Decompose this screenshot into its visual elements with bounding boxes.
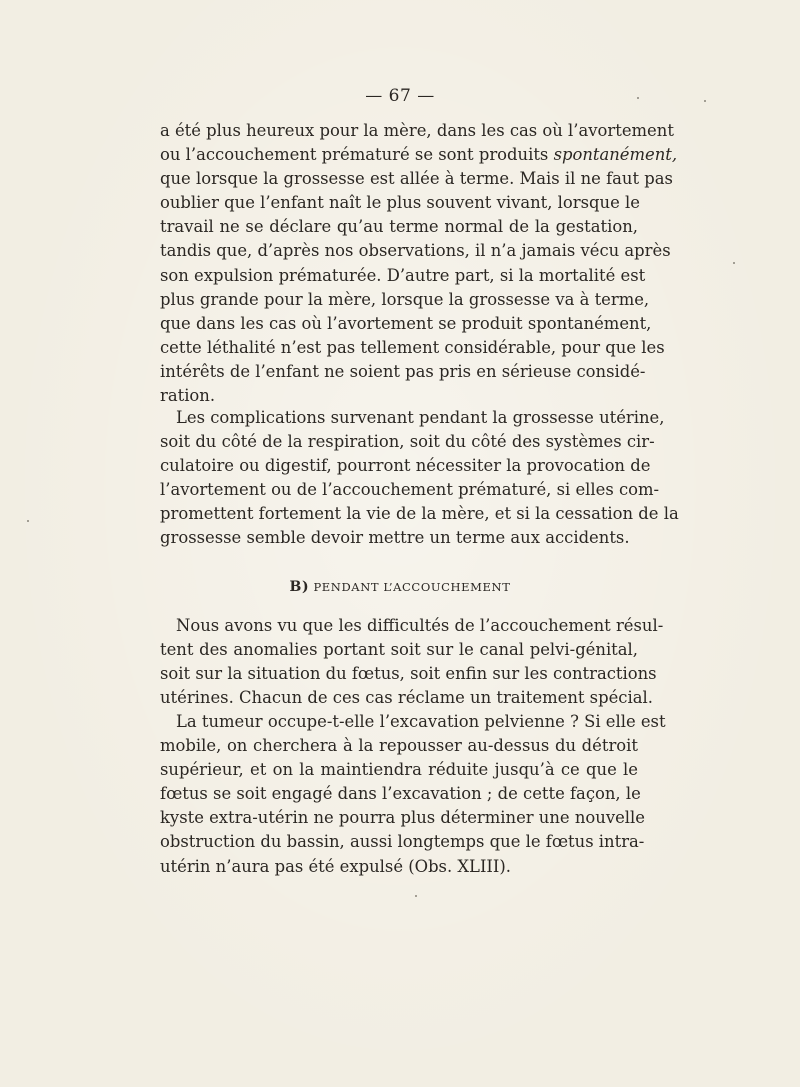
paper-speck [637, 97, 639, 99]
text-line: utérin n’aura pas été expulsé (Obs. XLIII). [160, 856, 511, 876]
text-line: grossesse semble devoir mettre un terme aux accidents. [160, 528, 630, 548]
paragraph-3 [160, 614, 664, 710]
text-line: oublier que l’enfant naît le plus souvent vivant, lorsque le [160, 193, 640, 213]
text-line: Nous avons vu que les difficultés de l’accouchement résul- [176, 616, 664, 635]
text-line: intérêts de l’enfant ne soient pas pris en sérieuse considé- [160, 361, 646, 381]
text-line: culatoire ou digestif, pourront nécessiter la provocation de [160, 456, 651, 476]
text-line: obstruction du bassin, aussi longtemps que le fœtus intra- [160, 832, 645, 852]
text-line: travail ne se déclare qu’au terme normal de la gestation, [160, 217, 638, 237]
text-line: mobile, on cherchera à la repousser au-dessus du détroit [160, 736, 638, 756]
text-line: soit sur la situation du fœtus, soit enfin sur les contractions [160, 664, 657, 684]
text-line: kyste extra-utérin ne pourra plus déterminer une nouvelle [160, 808, 645, 828]
paper-speck [27, 520, 29, 522]
text-line: supérieur, et on la maintiendra réduite jusqu’à ce que le [160, 760, 638, 780]
text-line: cette léthalité n’est pas tellement considérable, pour que les [160, 337, 665, 357]
section-letter: B) [289, 579, 310, 595]
text-line: utérines. Chacun de ces cas réclame un traitement spécial. [160, 688, 653, 708]
text-line: que dans les cas où l’avortement se produit spontanément, [160, 313, 652, 333]
paper-speck [733, 262, 735, 264]
text-line: plus grande pour la mère, lorsque la grossesse va à terme, [160, 289, 650, 309]
text-line: son expulsion prématurée. D’autre part, si la mortalité est [160, 265, 646, 285]
text-line: a été plus heureux pour la mère, dans les cas où l’avortement [160, 121, 674, 140]
text-line: tent des anomalies portant soit sur le canal pelvi-génital, [160, 640, 638, 660]
paragraph-2 [160, 406, 679, 551]
emphasis-text: spontanément, [553, 145, 678, 165]
text-line: ration. [160, 386, 216, 406]
paper-speck [704, 100, 706, 102]
text-line: soit du côté de la respiration, soit du côté des systèmes cir- [160, 432, 655, 452]
paragraph-1 [160, 119, 678, 408]
text-line: La tumeur occupe-t-elle l’excavation pelvienne ? Si elle est [176, 712, 666, 731]
text-line: que lorsque la grossesse est allée à terme. Mais il ne faut pas [160, 169, 673, 189]
text-line: promettent fortement la vie de la mère, et si la cessation de la [160, 504, 679, 524]
paragraph-4 [160, 710, 666, 879]
page-number: — 67 — [365, 86, 435, 106]
text-line: l’avortement ou de l’accouchement prématuré, si elles com- [160, 480, 660, 500]
text-line: fœtus se soit engagé dans l’excavation ; de cette façon, le [160, 784, 641, 804]
paper-speck [415, 895, 417, 897]
text-line: ou l’accouchement prématuré se sont produits spontanément, [160, 145, 678, 165]
section-heading [0, 579, 800, 595]
text-line: tandis que, d’après nos observations, il n’a jamais vécu après [160, 241, 671, 261]
section-title: PENDANT L’ACCOUCHEMENT [313, 580, 511, 594]
text-line: Les complications survenant pendant la grossesse utérine, [176, 408, 665, 427]
